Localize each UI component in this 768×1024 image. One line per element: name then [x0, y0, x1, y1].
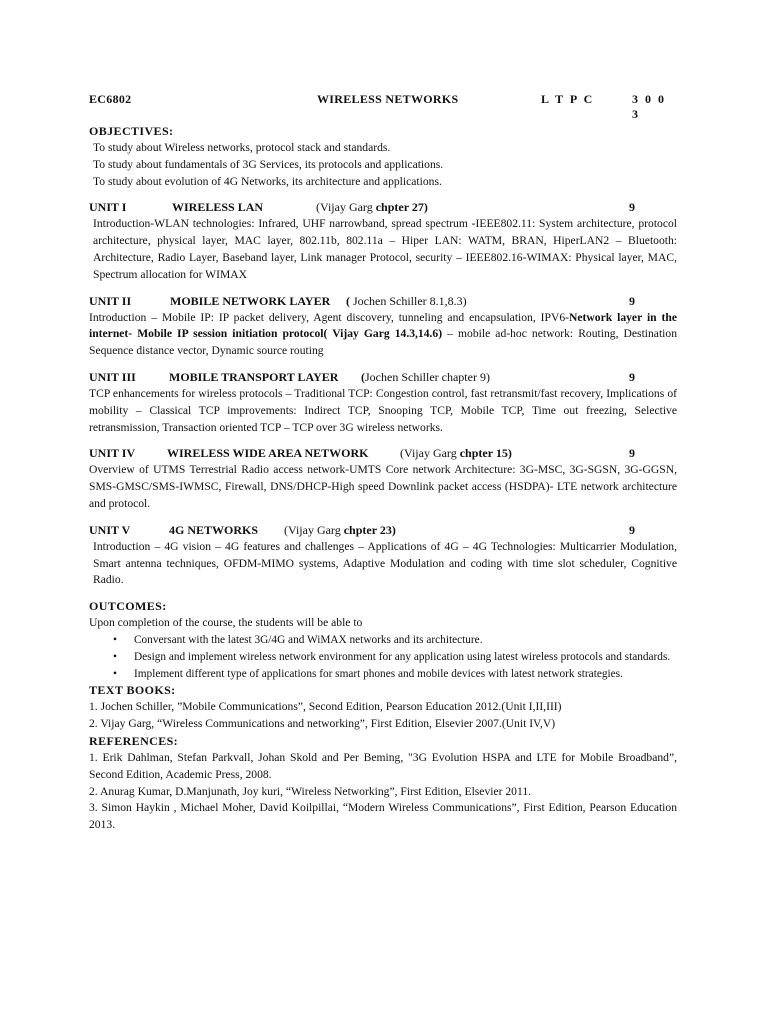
unit-label: UNIT III [89, 369, 136, 384]
objective-item: To study about fundamentals of 3G Services, its protocols and applications. [93, 157, 444, 171]
outcomes-list [89, 632, 677, 682]
reference-item: 3. Simon Haykin , Michael Moher, David Koilpillai, “Modern Wireless Communications”, First Edition, Pearson Education 2013. [89, 801, 677, 832]
unit-title: 4G NETWORKS [169, 522, 259, 537]
objectives-section [89, 123, 677, 190]
textbooks-section [89, 682, 677, 733]
list-item: • Conversant with the latest 3G/4G and WiMAX networks and its architecture. [89, 632, 677, 649]
outcomes-intro: Upon completion of the course, the students will be able to [89, 616, 363, 630]
unit-reference: (Jochen Schiller chapter 9) [361, 369, 490, 384]
unit-body: Introduction – 4G vision – 4G features and challenges – Applications of 4G – 4G Technologies: Multicarrier Modulation, Smart antenna techniques, OFDM-MIMO systems, Adaptive Modulation and coding with time slot scheduler, Cognitive Radio. [93, 539, 677, 587]
unit-title: MOBILE TRANSPORT LAYER [169, 369, 339, 384]
unit-reference: ( Jochen Schiller 8.1,8.3) [346, 293, 467, 308]
unit-title: WIRELESS WIDE AREA NETWORK [167, 446, 369, 461]
unit-heading [89, 445, 677, 462]
references-heading: REFERENCES: [89, 733, 179, 748]
credits: 3 0 0 3 [632, 92, 666, 121]
outcomes-section [89, 598, 677, 682]
bullet-icon: • [113, 650, 117, 663]
unit-hours: 9 [629, 522, 635, 537]
objective-item: To study about Wireless networks, protocol stack and standards. [93, 141, 391, 154]
course-code: EC6802 [89, 92, 132, 106]
unit-heading [89, 369, 677, 386]
references-section [89, 733, 677, 834]
course-header [89, 92, 677, 121]
bullet-icon: • [113, 667, 117, 680]
list-item: • Implement different type of applications for smart phones and mobile devices with latest network strategies. [89, 666, 677, 683]
unit-body: Overview of UTMS Terrestrial Radio access network-UMTS Core network Architecture: 3G-MSC, 3G-SGSN, 3G-GGSN, SMS-GMSC/SMS-IWMSC, Firewall, DNS/DHCP-High speed Downlink packet access (HSDPA)- LTE network architecture and protocol. [89, 463, 677, 510]
unit-body: TCP enhancements for wireless protocols – Traditional TCP: Congestion control, fast retransmit/fast recovery, Implications of mobility – Classical TCP improvements: Indirect TCP, Snooping TCP, Mobile TCP, Time out freezing, Selective retransmission, Transaction oriented TCP – TCP over 3G wireless networks. [89, 386, 677, 434]
unit-heading [89, 199, 677, 216]
unit-reference: (Vijay Garg chpter 15) [400, 446, 512, 461]
bullet-icon: • [113, 633, 117, 646]
ltpc-label: L T P C [541, 92, 595, 106]
unit-hours: 9 [629, 369, 635, 384]
textbook-item: 2. Vijay Garg, “Wireless Communications and networking”, First Edition, Elsevier 2007.(Unit IV,V) [89, 717, 556, 731]
unit-2 [89, 293, 677, 360]
list-item: • Design and implement wireless network environment for any application using latest wireless protocols and standards. [89, 649, 677, 666]
objectives-heading: OBJECTIVES: [89, 124, 174, 138]
course-title: WIRELESS NETWORKS [317, 92, 459, 106]
outcomes-heading: OUTCOMES: [89, 599, 167, 614]
unit-body: Introduction-WLAN technologies: Infrared, UHF narrowband, spread spectrum -IEEE802.11: System architecture, protocol architecture, physical layer, MAC layer, 802.11b, 802.11a – Hiper LAN: WATM, BRAN, HiperLAN2 – Bluetooth: Architecture, Radio Layer, Baseband layer, Link manager Protocol, security – IEEE802.16-WIMAX: Physical layer, MAC, Spectrum allocation for WIMAX [93, 217, 677, 281]
reference-item: 2. Anurag Kumar, D.Manjunath, Joy kuri, “Wireless Networking”, First Edition, Elsevier 2011. [89, 784, 532, 798]
unit-title: MOBILE NETWORK LAYER [170, 293, 331, 308]
unit-label: UNIT I [89, 200, 127, 215]
objective-item: To study about evolution of 4G Networks, its architecture and applications. [93, 174, 442, 188]
unit-reference: (Vijay Garg chpter 27) [316, 200, 428, 215]
syllabus-page [89, 92, 677, 834]
unit-label: UNIT II [89, 293, 132, 308]
unit-5 [89, 522, 677, 589]
unit-3 [89, 369, 677, 436]
textbook-item: 1. Jochen Schiller, ”Mobile Communications”, Second Edition, Pearson Education 2012.(Unit I,II,III) [89, 700, 562, 714]
unit-title: WIRELESS LAN [172, 200, 264, 215]
reference-item: 1. Erik Dahlman, Stefan Parkvall, Johan Skold and Per Beming, "3G Evolution HSPA and LTE for Mobile Broadband”, Second Edition, Academic Press, 2008. [89, 750, 677, 781]
unit-4 [89, 445, 677, 512]
unit-heading [89, 522, 677, 539]
unit-hours: 9 [629, 200, 635, 215]
unit-hours: 9 [629, 293, 635, 308]
unit-label: UNIT V [89, 522, 131, 537]
unit-1 [89, 199, 677, 283]
unit-reference: (Vijay Garg chpter 23) [284, 522, 396, 537]
unit-label: UNIT IV [89, 446, 136, 461]
unit-body: Introduction – Mobile IP: IP packet delivery, Agent discovery, tunneling and encapsulation, IPV6-Network layer in the internet- Mobile IP session initiation protocol( Vijay Garg 14.3,14.6) – mobile ad-hoc network: Routing, Destination Sequence distance vector, Dynamic source routing [89, 310, 677, 358]
unit-hours: 9 [629, 446, 635, 461]
textbooks-heading: TEXT BOOKS: [89, 683, 176, 698]
unit-heading [89, 293, 677, 310]
